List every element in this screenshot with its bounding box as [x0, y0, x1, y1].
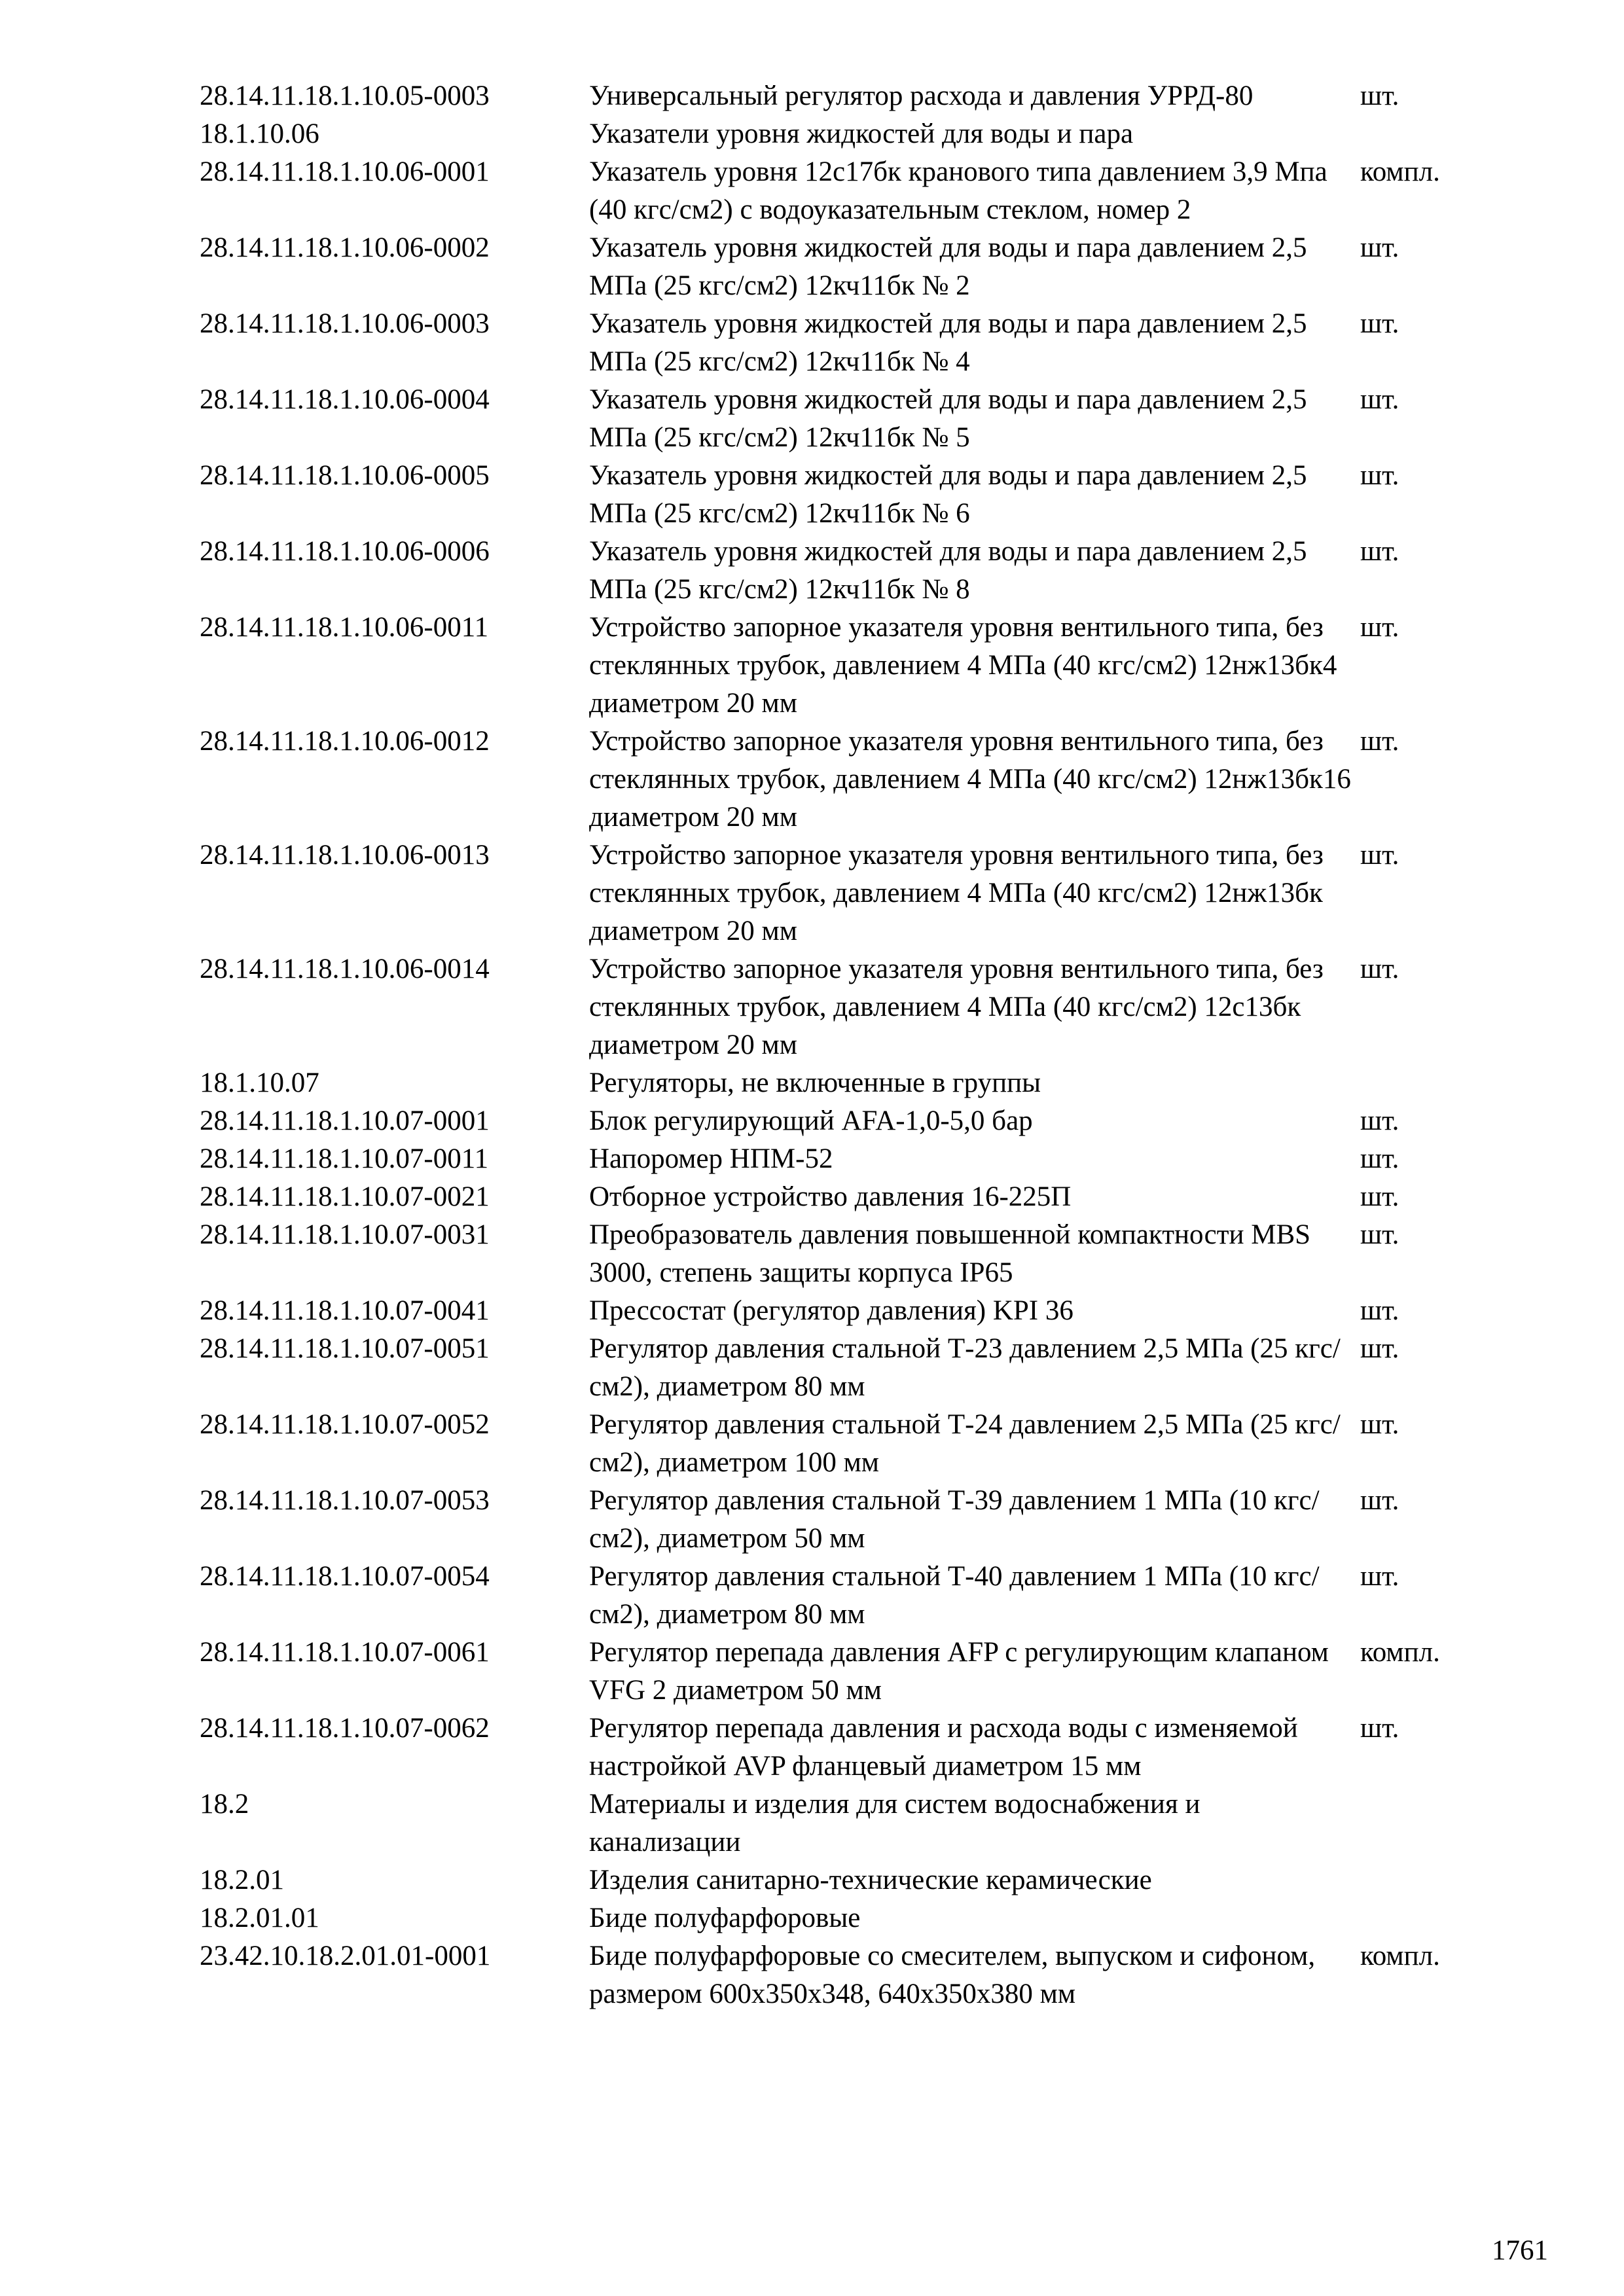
table-row: [200, 153, 1509, 229]
item-code: 28.14.11.18.1.10.06-0011: [200, 612, 489, 643]
table-row: [200, 1102, 1509, 1140]
item-unit: шт.: [1360, 1219, 1399, 1250]
item-name: Указатель уровня жидкостей для воды и пара давлением 2,5 МПа (25 кгс/см2) 12кч11бк № 2: [589, 232, 1307, 301]
table-row: [200, 229, 1509, 305]
item-code: 28.14.11.18.1.10.07-0051: [200, 1333, 490, 1364]
item-code: 18.2.01: [200, 1865, 284, 1895]
item-code: 28.14.11.18.1.10.07-0062: [200, 1713, 490, 1744]
item-unit: компл.: [1360, 1637, 1440, 1668]
table-row: [200, 1406, 1509, 1482]
table-row: [200, 609, 1509, 723]
table-row: [200, 77, 1509, 115]
item-unit: шт.: [1360, 536, 1399, 567]
item-unit: шт.: [1360, 1409, 1399, 1440]
table-row: [200, 305, 1509, 381]
item-code: 28.14.11.18.1.10.07-0031: [200, 1219, 490, 1250]
item-unit: шт.: [1360, 1561, 1399, 1592]
item-name: Регулятор давления стальной Т-24 давлением 2,5 МПа (25 кгс/см2), диаметром 100 мм: [589, 1409, 1341, 1478]
table-row: [200, 950, 1509, 1064]
item-code: 18.2: [200, 1789, 249, 1820]
item-unit: шт.: [1360, 232, 1399, 263]
item-code: 28.14.11.18.1.10.06-0005: [200, 460, 490, 491]
item-name: Устройство запорное указателя уровня вентильного типа, без стеклянных трубок, давлением 4 МПа (40 кгс/см2) 12нж13бк диаметром 20 мм: [589, 840, 1324, 946]
item-unit: шт.: [1360, 460, 1399, 491]
item-name: Биде полуфарфоровые со смесителем, выпуском и сифоном, размером 600х350х348, 640х350х380 мм: [589, 1941, 1316, 2009]
item-unit: шт.: [1360, 1485, 1399, 1516]
item-code: 28.14.11.18.1.10.06-0004: [200, 384, 490, 415]
item-unit: шт.: [1360, 1181, 1399, 1212]
table-row: [200, 1899, 1509, 1937]
item-name: Указатели уровня жидкостей для воды и пара: [589, 118, 1134, 149]
item-code: 28.14.11.18.1.10.06-0012: [200, 726, 490, 757]
table-row: [200, 1785, 1509, 1861]
item-code: 28.14.11.18.1.10.07-0053: [200, 1485, 490, 1516]
table-row: [200, 115, 1509, 153]
item-code: 28.14.11.18.1.10.07-0041: [200, 1295, 490, 1326]
item-name: Регулятор давления стальной Т-23 давлением 2,5 МПа (25 кгс/см2), диаметром 80 мм: [589, 1333, 1341, 1402]
price-list-table: [200, 77, 1509, 2013]
item-code: 28.14.11.18.1.10.06-0013: [200, 840, 490, 870]
item-unit: шт.: [1360, 1295, 1399, 1326]
item-name: Напоромер НПМ-52: [589, 1143, 833, 1174]
item-code: 28.14.11.18.1.10.07-0052: [200, 1409, 490, 1440]
item-name: Устройство запорное указателя уровня вентильного типа, без стеклянных трубок, давлением 4 МПа (40 кгс/см2) 12с13бк диаметром 20 мм: [589, 954, 1324, 1060]
table-row: [200, 1064, 1509, 1102]
item-unit: компл.: [1360, 1941, 1440, 1971]
item-name: Универсальный регулятор расхода и давления УРРД-80: [589, 81, 1254, 111]
page-number: 1761: [1492, 2235, 1548, 2266]
item-unit: шт.: [1360, 1333, 1399, 1364]
item-code: 28.14.11.18.1.10.06-0002: [200, 232, 490, 263]
item-unit: шт.: [1360, 81, 1399, 111]
item-code: 28.14.11.18.1.10.07-0021: [200, 1181, 490, 1212]
table-row: [200, 1937, 1509, 2013]
item-code: 28.14.11.18.1.10.07-0001: [200, 1105, 490, 1136]
item-code: 18.2.01.01: [200, 1903, 319, 1933]
item-unit: шт.: [1360, 1713, 1399, 1744]
item-name: Регулятор перепада давления и расхода воды с изменяемой настройкой AVP фланцевый диаметром 15 мм: [589, 1713, 1298, 1782]
table-row: [200, 533, 1509, 609]
item-name: Указатель уровня жидкостей для воды и пара давлением 2,5 МПа (25 кгс/см2) 12кч11бк № 4: [589, 308, 1307, 377]
table-row: [200, 1216, 1509, 1292]
table-row: [200, 1330, 1509, 1406]
item-name: Регулятор давления стальной Т-40 давлением 1 МПа (10 кгс/см2), диаметром 80 мм: [589, 1561, 1320, 1630]
item-name: Преобразователь давления повышенной компактности MBS 3000, степень защиты корпуса IP65: [589, 1219, 1311, 1288]
item-name: Устройство запорное указателя уровня вентильного типа, без стеклянных трубок, давлением 4 МПа (40 кгс/см2) 12нж13бк4 диаметром 20 мм: [589, 612, 1337, 719]
item-unit: шт.: [1360, 840, 1399, 870]
item-code: 28.14.11.18.1.10.06-0001: [200, 156, 490, 187]
item-name: Указатель уровня жидкостей для воды и пара давлением 2,5 МПа (25 кгс/см2) 12кч11бк № 6: [589, 460, 1307, 529]
item-name: Устройство запорное указателя уровня вентильного типа, без стеклянных трубок, давлением 4 МПа (40 кгс/см2) 12нж13бк16 диаметром 20 мм: [589, 726, 1351, 833]
item-code: 28.14.11.18.1.10.07-0061: [200, 1637, 490, 1668]
item-code: 28.14.11.18.1.10.07-0011: [200, 1143, 489, 1174]
table-row: [200, 836, 1509, 950]
item-code: 28.14.11.18.1.10.07-0054: [200, 1561, 490, 1592]
table-row: [200, 1482, 1509, 1558]
item-name: Биде полуфарфоровые: [589, 1903, 861, 1933]
item-code: 28.14.11.18.1.10.06-0006: [200, 536, 490, 567]
item-name: Прессостат (регулятор давления) KPI 36: [589, 1295, 1074, 1326]
item-unit: шт.: [1360, 1143, 1399, 1174]
item-unit: компл.: [1360, 156, 1440, 187]
table-row: [200, 1292, 1509, 1330]
item-name: Указатель уровня жидкостей для воды и пара давлением 2,5 МПа (25 кгс/см2) 12кч11бк № 5: [589, 384, 1307, 453]
item-unit: шт.: [1360, 612, 1399, 643]
table-row: [200, 1558, 1509, 1634]
item-name: Материалы и изделия для систем водоснабжения и канализации: [589, 1789, 1200, 1857]
table-row: [200, 1634, 1509, 1710]
item-code: 23.42.10.18.2.01.01-0001: [200, 1941, 491, 1971]
item-name: Регуляторы, не включенные в группы: [589, 1067, 1041, 1098]
item-unit: шт.: [1360, 726, 1399, 757]
table-row: [200, 457, 1509, 533]
item-code: 28.14.11.18.1.10.05-0003: [200, 81, 490, 111]
item-unit: шт.: [1360, 308, 1399, 339]
table-row: [200, 723, 1509, 836]
item-code: 18.1.10.07: [200, 1067, 319, 1098]
item-name: Указатель уровня 12с17бк кранового типа давлением 3,9 Мпа (40 кгс/см2) с водоуказательным стеклом, номер 2: [589, 156, 1327, 225]
item-name: Регулятор давления стальной Т-39 давлением 1 МПа (10 кгс/см2), диаметром 50 мм: [589, 1485, 1320, 1554]
item-name: Указатель уровня жидкостей для воды и пара давлением 2,5 МПа (25 кгс/см2) 12кч11бк № 8: [589, 536, 1307, 605]
item-name: Блок регулирующий AFA-1,0-5,0 бар: [589, 1105, 1033, 1136]
item-unit: шт.: [1360, 954, 1399, 984]
table-row: [200, 1178, 1509, 1216]
table-row: [200, 381, 1509, 457]
item-code: 18.1.10.06: [200, 118, 319, 149]
table-row: [200, 1861, 1509, 1899]
item-code: 28.14.11.18.1.10.06-0014: [200, 954, 490, 984]
item-unit: шт.: [1360, 384, 1399, 415]
table-row: [200, 1140, 1509, 1178]
item-unit: шт.: [1360, 1105, 1399, 1136]
item-code: 28.14.11.18.1.10.06-0003: [200, 308, 490, 339]
item-name: Регулятор перепада давления AFP с регулирующим клапаном VFG 2 диаметром 50 мм: [589, 1637, 1329, 1706]
item-name: Изделия санитарно-технические керамические: [589, 1865, 1152, 1895]
item-name: Отборное устройство давления 16-225П: [589, 1181, 1072, 1212]
table-row: [200, 1710, 1509, 1785]
